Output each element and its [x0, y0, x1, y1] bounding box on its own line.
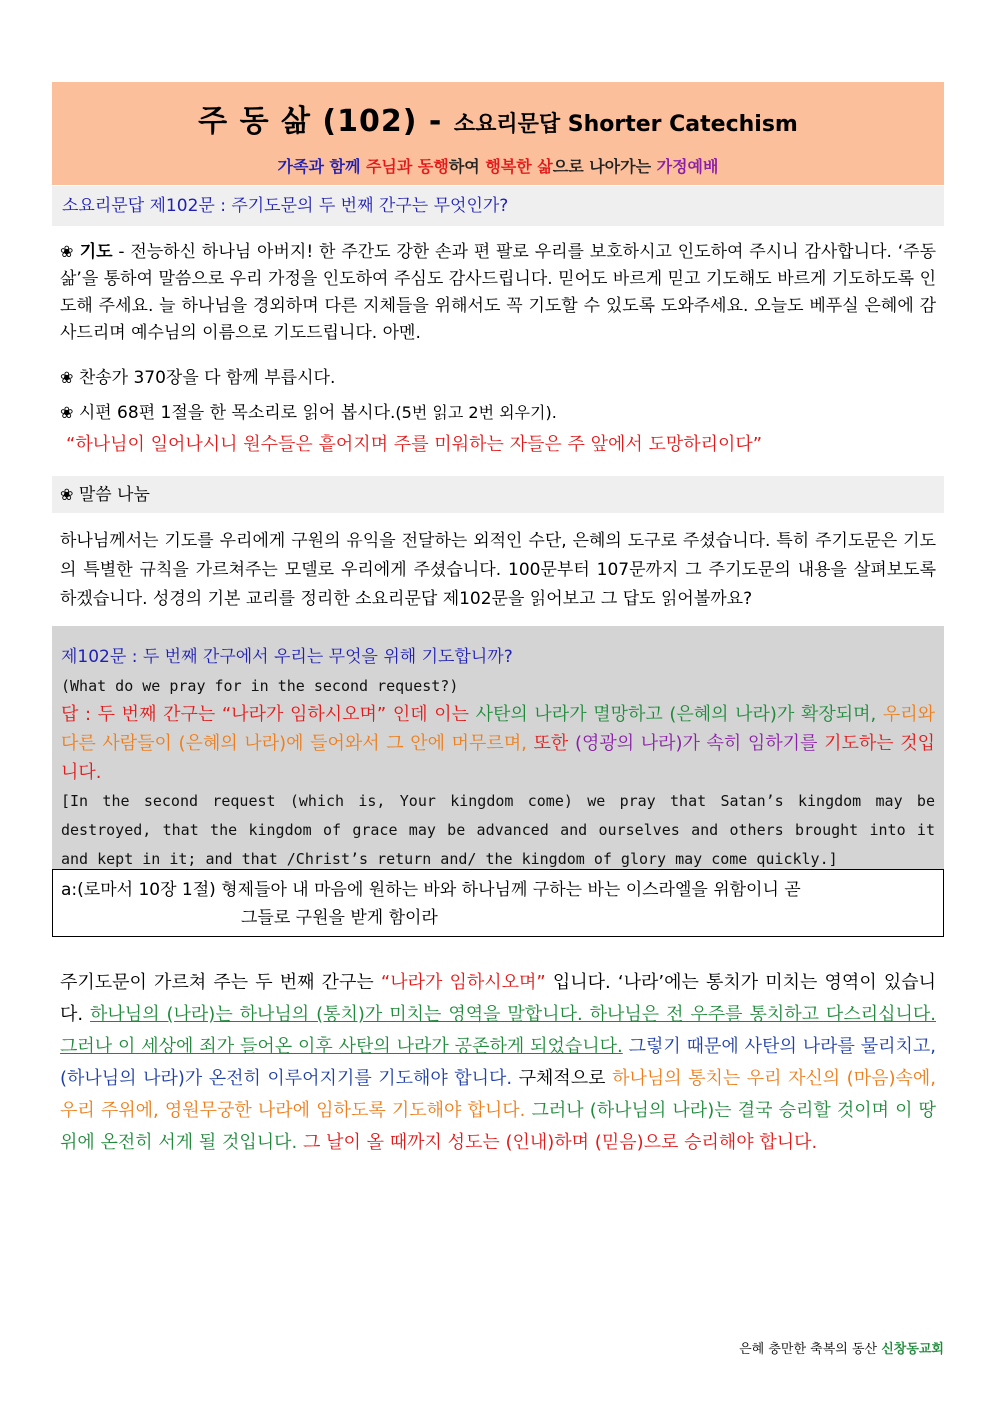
psalm-quote: “하나님이 일어나시니 원수들은 흩어지며 주를 미워하는 자들은 주 앞에서 도망하리이다” [66, 434, 763, 455]
body-part: 그렇기 때문에 사탄의 나라를 물리치고, (하나님의 나라)가 온전히 이루어지기를 기도해야 합니다. [60, 1036, 936, 1089]
body-part: 그 날이 올 때까지 성도는 (인내)하며 (믿음)으로 승리해야 합니다. [297, 1132, 818, 1153]
body-part: 하나님의 통치는 우리 자신의 (마음)속에, 우리 주위에, 영원무궁한 나라에 임하도록 기도해야 합니다. [60, 1068, 936, 1121]
flower-bullet-icon: ❀ [60, 403, 74, 422]
verse-line-2: 그들로 구원을 받게 함이라 [241, 908, 438, 928]
share-bar [52, 476, 944, 513]
body-part: 하나님의 (나라)는 하나님의 (통치)가 미치는 영역을 말합니다. 하나님은 전 우주를 통치하고 다스리십니다. 그러나 이 세상에 죄가 들어온 이후 사탄의 나라가 공존하게 되었습니다. [60, 1004, 936, 1057]
subtitle-part: 주님과 [365, 157, 418, 176]
psalm-note: (5번 읽고 2번 외우기). [395, 403, 557, 422]
footer-text: 은혜 충만한 축복의 동산 [739, 1342, 882, 1357]
catechism-box [52, 626, 944, 869]
footer [739, 1338, 944, 1357]
subtitle-part: 행복한 삶 [485, 157, 553, 176]
catechism-question-en: (What do we pray for in the second request?) [61, 677, 459, 695]
answer-part: (영광의 나라)가 속히 임하기를 [574, 733, 825, 754]
church-name: 신창동교회 [881, 1342, 944, 1357]
answer-part: 답 : 두 번째 간구는 [61, 704, 222, 725]
body-part: “나라가 임하시오며” [380, 972, 546, 993]
hymn-line [52, 365, 944, 391]
body-part: 구체적으로 [512, 1068, 613, 1089]
flower-bullet-icon: ❀ [60, 242, 74, 261]
subtitle-part: 으로 나아가는 [552, 157, 657, 176]
title-sub: 소요리문답 Shorter Catechism [453, 112, 798, 137]
flower-bullet-icon: ❀ [60, 485, 74, 504]
psalm-text: 시편 68편 1절을 한 목소리로 읽어 봅시다. [78, 403, 396, 423]
subtitle-part: 하여 [448, 157, 486, 176]
title-main: 주 동 삶 (102) - [198, 104, 454, 139]
question-bar: 소요리문답 제102문 : 주기도문의 두 번째 간구는 무엇인가? [52, 186, 944, 226]
psalm-line [52, 400, 944, 426]
answer-part: 우리와 다른 사람들이 (은혜의 나라)에 들어와서 그 안에 머무르며, [61, 704, 936, 754]
answer-part: 사탄의 나라가 멸망하고 (은혜의 나라)가 확장되며, [475, 704, 883, 725]
subtitle-part: 가정예배 [656, 157, 719, 176]
hymn-text: 찬송가 370장을 다 함께 부릅시다. [78, 368, 336, 388]
body-part: 입니다. ‘나라’에는 통치가 미치는 영역이 있습니다. [60, 972, 936, 1025]
subtitle-part: 동행 [417, 157, 449, 176]
answer-part: 기도하는 것입니다. [61, 733, 935, 783]
subtitle-part: 가족과 함께 [277, 157, 366, 176]
catechism-answer [61, 700, 935, 787]
prayer-label: 기도 [79, 242, 113, 262]
catechism-question: 제102문 : 두 번째 간구에서 우리는 무엇을 위해 기도합니까? [61, 647, 513, 667]
subtitle [52, 154, 944, 177]
body-paragraph [52, 967, 944, 1159]
answer-part: 또한 [533, 733, 575, 754]
flower-bullet-icon: ❀ [60, 368, 74, 387]
header-banner [52, 82, 944, 185]
page [52, 82, 944, 1159]
intro-paragraph: 하나님께서는 기도를 우리에게 구원의 유익을 전달하는 외적인 수단, 은혜의 도구로 주셨습니다. 특히 주기도문은 기도의 특별한 규칙을 가르쳐주는 모델로 우리에게 주셨습니다. 100문부터 107문까지 그 주기도문의 내용을 살펴보도록 하겠습니다. 성경의 기본 교리를 정리한 소요리문답 제102문을 읽어보고 그 답도 읽어볼까요? [60, 531, 936, 609]
verse-box [52, 869, 944, 937]
page-title [52, 96, 944, 140]
verse-line-1: a:(로마서 10장 1절) 형제들아 내 마음에 원하는 바와 하나님께 구하는 바는 이스라엘을 위함이니 곧 [61, 880, 801, 900]
share-label: 말씀 나눔 [78, 485, 150, 505]
body-part: 주기도문이 가르쳐 주는 두 번째 간구는 [60, 972, 381, 993]
body-part: 그러나 (하나님의 나라)는 결국 승리할 것이며 이 땅 위에 온전히 서게 될 것입니다. [60, 1100, 936, 1153]
catechism-answer-en: [In the second request (which is, Your kingdom come) we pray that Satan’s kingdom may be destroyed, that the kingdom of grace may be advanced and ourselves and others brought into it and kept in it; and that /Christ’s return and/ the kingdom of glory may come quickly.] [61, 792, 935, 868]
answer-part: “나라가 임하시오며” [221, 704, 387, 725]
prayer-text: - 전능하신 하나님 아버지! 한 주간도 강한 손과 편 팔로 우리를 보호하시고 인도하여 주시니 감사합니다. ‘주동삶’을 통하여 말씀으로 우리 가정을 인도하여 주심도 감사드립니다. 믿어도 바르게 믿고 기도해도 바르게 기도하도록 인도해 주세요. 늘 하나님을 경외하며 다른 지체들을 위해서도 꼭 기도할 수 있도록 도와주세요. 오늘도 베푸실 은혜에 감사드리며 예수님의 이름으로 기도드립니다. 아멘. [60, 242, 937, 343]
answer-part: 인데 이는 [386, 704, 476, 725]
prayer-section [52, 238, 944, 347]
